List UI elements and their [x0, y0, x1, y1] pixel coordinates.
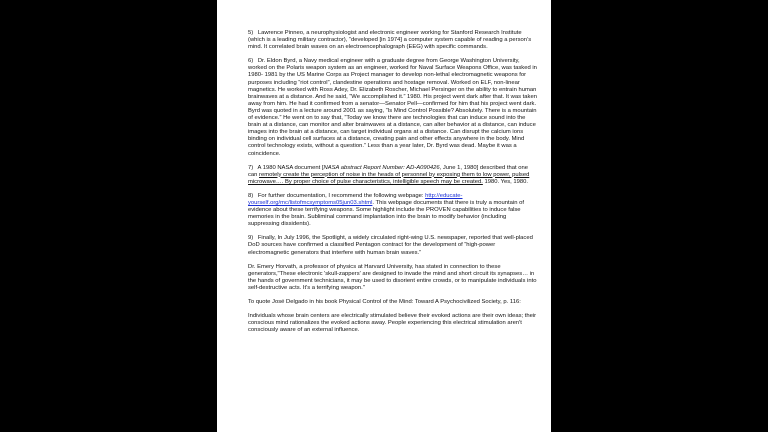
paragraph-5 — [248, 30, 538, 51]
document-body — [248, 30, 538, 341]
paragraph-lead: A 1980 NASA document [ — [257, 164, 324, 171]
paragraph-tail: 1980. Yes, 1980. — [482, 178, 529, 185]
underlined-quote: remotely create the perception of noise in the heads of personnel by exposing them to low power, pulsed microwave…. By proper choice of pulse characteristics, intelligible speech may be created. — [248, 171, 530, 185]
paragraph-number: 6) — [248, 58, 254, 65]
report-number: NASA abstract Report Number: AD-A090426 — [323, 164, 440, 171]
delgado-quote: Individuals whose brain centers are electrically stimulated believe their evoked actions are their own ideas; their conscious mind rationalizes the evoked actions away. People experiencing this electrical stimulation aren't consciously aware of an external influence. — [248, 313, 537, 334]
paragraph-lead: For further documentation, I recommend the following webpage: — [257, 192, 426, 199]
horvath-paragraph: Dr. Emery Horvath, a professor of physics at Harvard University, has stated in connection to these generators,"These electronic 'skull-zappers' are designed to invade the mind and short circuit its synapses… in the hands of government technicians, it may be used to disorient entire crowds, or to manipulate individuals into self-destructive acts. It's a terrifying weapon." — [248, 263, 537, 291]
paragraph-tail: . This webpage documents that there is truly a mountain of evidence about these terrifying weapons. Some highlight include the PROVEN capabilities to induce false memories in the brain. Subliminal command implantation into the brain to modify behavior (including suppressing dissidents). — [248, 199, 524, 228]
paragraph-number: 9) — [248, 235, 254, 242]
document-page — [217, 0, 551, 432]
paragraph-text: , June 1, 1980] described that one can — [248, 164, 529, 178]
paragraph-9 — [248, 235, 538, 256]
paragraph-number: 5) — [248, 30, 254, 36]
delgado-intro: To quote José Delgado in his book Physical Control of the Mind: Toward A Psychocivilized Society, p. 116: — [248, 299, 521, 305]
paragraph-number: 7) — [248, 164, 254, 171]
paragraph-6 — [248, 58, 538, 157]
paragraph-7 — [248, 165, 538, 186]
paragraph-8 — [248, 193, 538, 228]
paragraph-text: Finally, In July 1996, the Spotlight, a widely circulated right-wing U.S. newspaper, reported that well-placed DoD sources have confirmed a classified Pentagon contract for the development of “high-power electromagnetic generators that interfere with human brain waves.” — [248, 235, 533, 256]
webpage-link[interactable]: http://educate-yourself.org/mc/listofmcsymptoms05jun03.shtml — [248, 192, 463, 206]
paragraph-text: Dr. Eldon Byrd, a Navy medical engineer with a graduate degree from George Washington University, worked on the Polaris weapon system as an engineer, worked for Naval Surface Weapons Office, was tasked in 1980- 1981 by the US Marine Corps as Project manager to develop non-lethal electromagnetic weapons for purposes including “riot control”, clandestine operations and hostage removal. Worked on ELF, non-linear magnetics. He worked with Ross Adey, Dr. Elizabeth Roscher, Michael Persinger on the ability to entrain human brainwaves at a distance. And he said, “We accomplished it.” 1980. His project went dark after that. It was taken away from him. He had it confirmed from a senator—Senator Pell—confirmed for him that his project went dark. Byrd was quoted in a lecture around 2001 as saying, “Is Mind Control Possible? Absolutely. There is a mountain of evidence.” He went on to say that, “Today we know there are technologies that can induce sound into the brain at a distance, can monitor and alter brainwaves at a distance, can alter behavior at a distance, can induce images into the brain at a distance, can target individual organs at a distance. Can disrupt the calcium ions binding on individual cell surfaces at a distance, creating pain and other effects anywhere in the body. Mind control technology exists, without a question.” Less than a year later, Dr. Byrd was dead. Maybe it was a coincidence. — [248, 58, 537, 157]
paragraph-text: Lawrence Pinneo, a neurophysiologist and electronic engineer working for Stanford Research Institute (which is a leading military contractor), “developed [in 1974] a computer system capable of reading a person’s mind. It correlated brain waves on an electroencephalograph (EEG) with specific commands. — [248, 30, 532, 51]
paragraph-number: 8) — [248, 192, 254, 199]
